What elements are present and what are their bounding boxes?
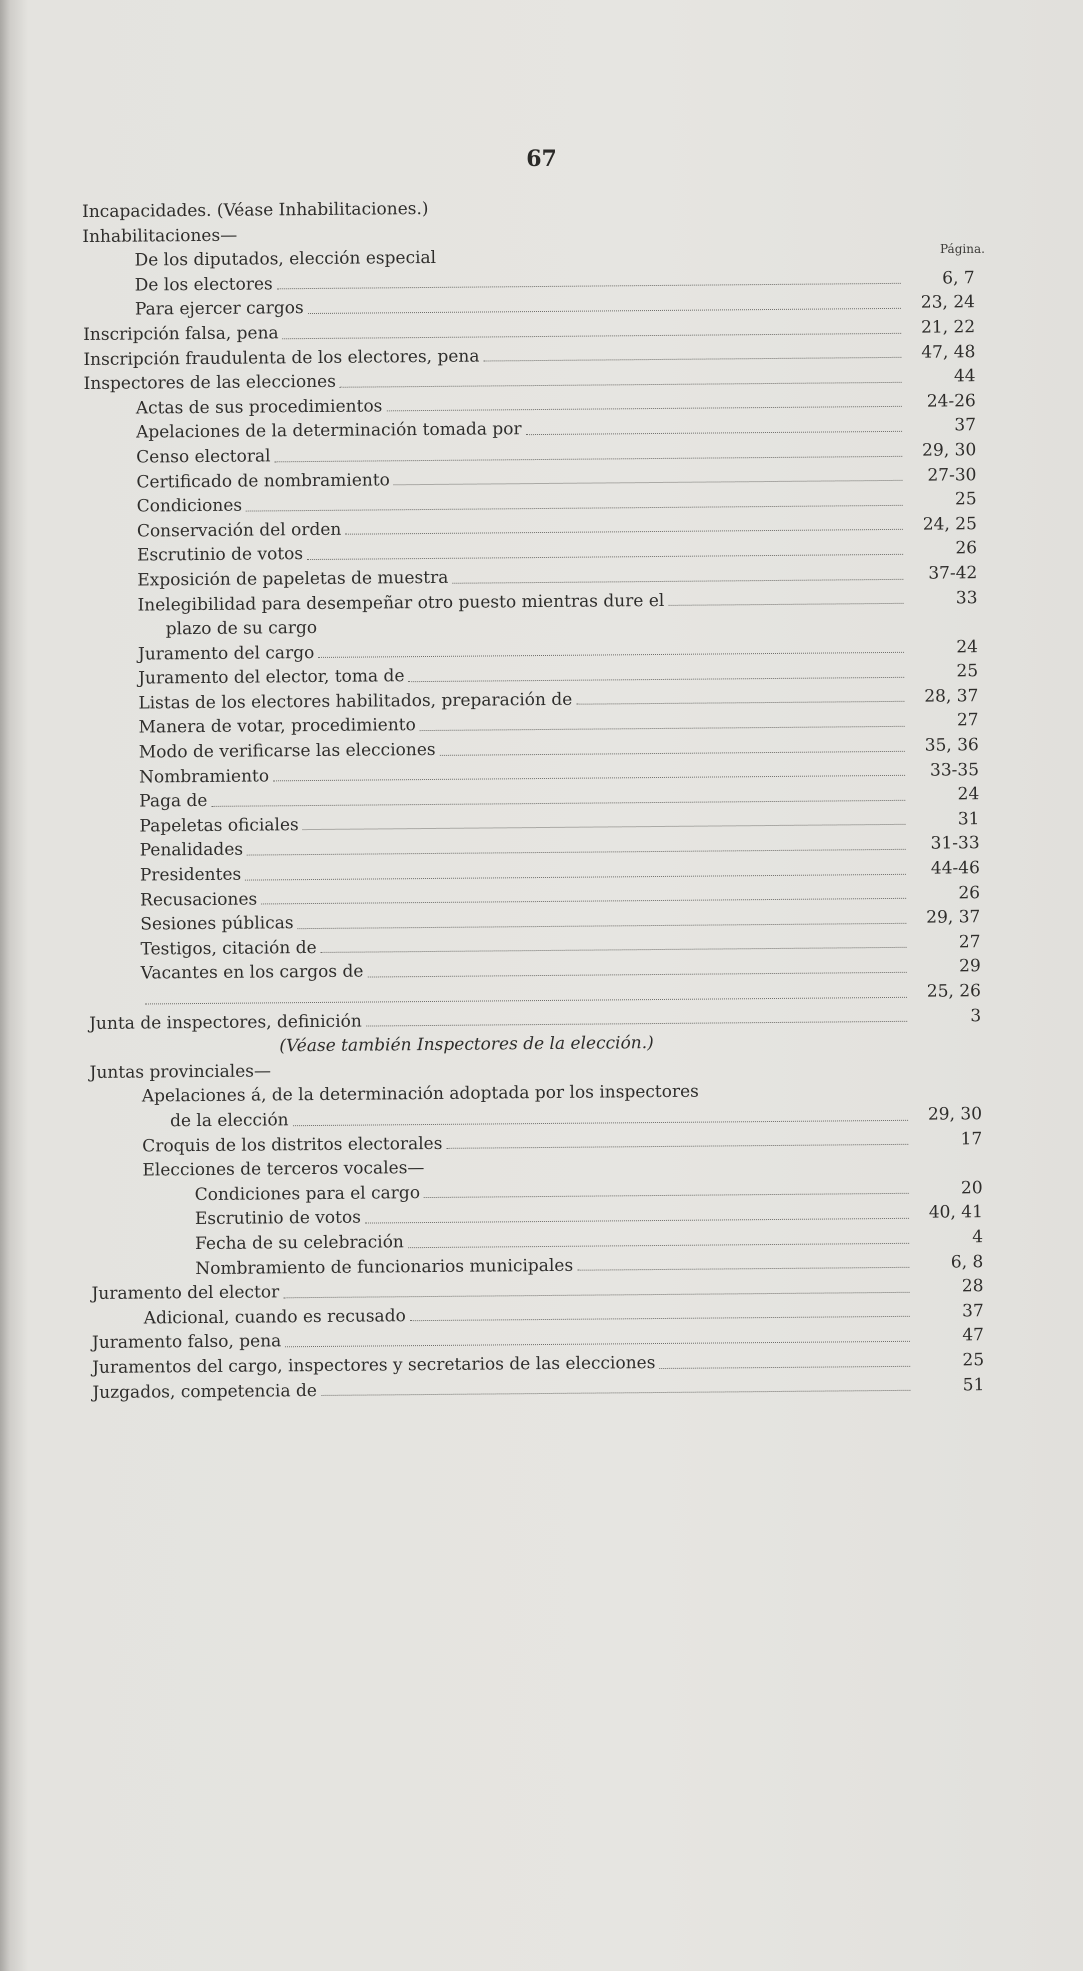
entry-label: Nombramiento xyxy=(138,766,270,788)
entry-label: Junta de inspectores, definición xyxy=(89,1011,362,1034)
dot-leader xyxy=(246,505,903,512)
entry-label: Adicional, cuando es recusado xyxy=(143,1305,406,1329)
entry-label: Inhabilitaciones— xyxy=(82,225,238,247)
page-reference: 31-33 xyxy=(930,833,980,855)
dot-leader xyxy=(410,1316,910,1321)
entry-label: Manera de votar, procedimiento xyxy=(138,715,416,738)
page-reference: 44-46 xyxy=(930,858,980,879)
dot-leader xyxy=(145,996,907,1004)
entry-label: Penalidades xyxy=(139,840,244,861)
entry-label: Inscripción falsa, pena xyxy=(83,323,279,345)
entry-label: Condiciones xyxy=(136,495,243,517)
dot-leader xyxy=(245,873,906,880)
page-reference: 20 xyxy=(960,1177,983,1199)
entry-label: Actas de sus procedimientos xyxy=(135,396,383,419)
dot-leader xyxy=(420,726,905,731)
dot-leader xyxy=(282,332,901,338)
dot-leader xyxy=(303,824,906,830)
page-reference: 24, 25 xyxy=(922,513,977,535)
dot-leader xyxy=(659,1365,910,1368)
page-reference: 29, 30 xyxy=(927,1104,983,1125)
page-reference: 24 xyxy=(956,636,979,658)
entry-label: Juramento falso, pena xyxy=(91,1331,282,1354)
entry-label: Apelaciones á, de la determinación adoptada por los inspectores xyxy=(141,1082,699,1107)
dot-leader xyxy=(307,554,903,560)
entry-label: de la elección xyxy=(169,1110,289,1132)
page-reference: 25 xyxy=(962,1350,985,1371)
entry-label: Exposición de papeletas de muestra xyxy=(137,567,449,591)
page-reference: 27 xyxy=(958,932,981,953)
column-header-pagina: Página. xyxy=(940,242,985,256)
entry-label: Presidentes xyxy=(139,864,242,886)
entry-label: (Véase también Inspectores de la elección.) xyxy=(279,1033,654,1057)
dot-leader xyxy=(261,898,906,905)
entry-label: Escrutinio de votos xyxy=(137,544,304,566)
entry-label: plazo de su cargo xyxy=(165,618,318,640)
entry-label: Juramentos del cargo, inspectores y secretarios de las elecciones xyxy=(92,1352,656,1378)
dot-leader xyxy=(277,283,901,289)
page-reference: 40, 41 xyxy=(928,1202,983,1223)
entry-label: Para ejercer cargos xyxy=(134,298,304,320)
page-reference: 47 xyxy=(962,1325,985,1346)
page-reference: 29, 30 xyxy=(922,440,977,461)
entry-label: Paga de xyxy=(139,791,208,812)
dot-leader xyxy=(452,578,903,583)
dot-leader xyxy=(576,701,904,705)
page-reference: 35, 36 xyxy=(924,735,979,756)
entry-label: Modo de verificarse las elecciones xyxy=(138,739,436,763)
page-reference: 17 xyxy=(960,1128,983,1149)
page-reference: 47, 48 xyxy=(921,341,976,363)
entry-label: Inelegibilidad para desempeñar otro puesto mientras dure el xyxy=(137,590,665,616)
entry-label: De los diputados, elección especial xyxy=(134,248,437,271)
entry-label: Censo electoral xyxy=(136,446,271,468)
entry-label: Testigos, citación de xyxy=(140,937,317,960)
dot-leader xyxy=(446,1144,908,1149)
dot-leader xyxy=(365,1218,909,1224)
entry-label: Juzgados, competencia de xyxy=(92,1380,317,1403)
dot-leader xyxy=(308,308,901,314)
dot-leader xyxy=(321,947,907,953)
dot-leader xyxy=(669,603,904,606)
dot-leader xyxy=(321,1390,910,1396)
dot-leader xyxy=(368,972,907,978)
dot-leader xyxy=(297,923,906,929)
dot-leader xyxy=(483,357,901,362)
dot-leader xyxy=(211,800,905,807)
entry-label: Papeletas oficiales xyxy=(139,814,299,837)
entry-label: Juntas provinciales— xyxy=(89,1061,272,1083)
page-reference: 29 xyxy=(958,956,981,977)
page-reference: 44 xyxy=(953,366,976,387)
entry-label: Listas de los electores habilitados, preparación de xyxy=(138,689,573,714)
dot-leader xyxy=(284,1292,910,1298)
entry-label: Elecciones de terceros vocales— xyxy=(142,1158,425,1181)
page-reference: 23, 24 xyxy=(920,292,976,314)
page-reference: 6, 7 xyxy=(942,267,975,289)
page-reference: 29, 37 xyxy=(926,907,981,928)
dot-leader xyxy=(285,1341,910,1347)
entry-label: Conservación del orden xyxy=(136,519,342,542)
dot-leader xyxy=(273,775,905,782)
entry-label: Sesiones públicas xyxy=(140,913,294,935)
page-reference: 28, 37 xyxy=(924,686,979,707)
dot-leader xyxy=(440,750,905,755)
index-list xyxy=(82,192,984,1405)
dot-leader xyxy=(345,529,903,535)
dot-leader xyxy=(393,480,902,485)
entry-label: De los electores xyxy=(134,274,273,296)
entry-label: Juramento del cargo xyxy=(137,642,315,665)
entry-label: Inspectores de las elecciones xyxy=(83,371,336,395)
page-reference: 24 xyxy=(957,784,980,805)
dot-leader xyxy=(318,652,904,658)
page-reference: 3 xyxy=(970,1005,982,1026)
page-reference: 24-26 xyxy=(926,390,976,412)
page-reference: 4 xyxy=(972,1227,984,1248)
entry-label: Croquis de los distritos electorales xyxy=(142,1133,443,1157)
page-reference: 51 xyxy=(962,1374,985,1395)
page-reference: 25, 26 xyxy=(926,981,982,1002)
dot-leader xyxy=(387,406,902,411)
page-reference: 25 xyxy=(954,489,977,510)
dot-leader xyxy=(408,1242,909,1247)
page-reference: 21, 22 xyxy=(920,317,976,338)
page-reference: 31 xyxy=(957,809,980,830)
page-reference: 37-42 xyxy=(928,563,978,584)
dot-leader xyxy=(577,1267,909,1271)
entry-label: Juramento del elector, toma de xyxy=(138,666,405,689)
dot-leader xyxy=(247,849,906,856)
page-reference: 28 xyxy=(961,1276,984,1297)
entry-label: Recusaciones xyxy=(140,889,258,911)
entry-label: Certificado de nombramiento xyxy=(136,469,390,493)
entry-label: Nombramiento de funcionarios municipales xyxy=(195,1255,574,1279)
entry-label: Condiciones para el cargo xyxy=(194,1182,421,1205)
entry-label: Apelaciones de la determinación tomada por xyxy=(135,419,522,443)
dot-leader xyxy=(424,1193,909,1198)
page-reference: 27 xyxy=(956,710,979,731)
entry-label: Incapacidades. (Véase Inhabilitaciones.) xyxy=(82,198,429,222)
dot-leader xyxy=(340,382,902,388)
page-number: 67 xyxy=(526,146,557,172)
page-reference: 27-30 xyxy=(927,464,977,486)
dot-leader xyxy=(293,1119,908,1125)
dot-leader xyxy=(526,431,902,435)
entry-label: Escrutinio de votos xyxy=(194,1207,361,1230)
page-reference: 33 xyxy=(955,587,978,608)
entry-label: Juramento del elector xyxy=(91,1282,280,1305)
dot-leader xyxy=(274,455,902,461)
page-reference: 26 xyxy=(955,538,978,559)
page-reference: 6, 8 xyxy=(950,1251,984,1272)
page-reference: 37 xyxy=(962,1300,984,1322)
page-reference: 26 xyxy=(958,882,981,904)
entry-label: Fecha de su celebración xyxy=(195,1232,404,1254)
page-reference: 37 xyxy=(954,415,977,436)
page-reference: 25 xyxy=(956,661,979,682)
page-reference: 33-35 xyxy=(929,759,980,781)
entry-label: Inscripción fraudulenta de los electores, pena xyxy=(83,346,480,370)
dot-leader xyxy=(408,677,904,682)
dot-leader xyxy=(366,1021,907,1027)
entry-label: Vacantes en los cargos de xyxy=(140,961,364,984)
